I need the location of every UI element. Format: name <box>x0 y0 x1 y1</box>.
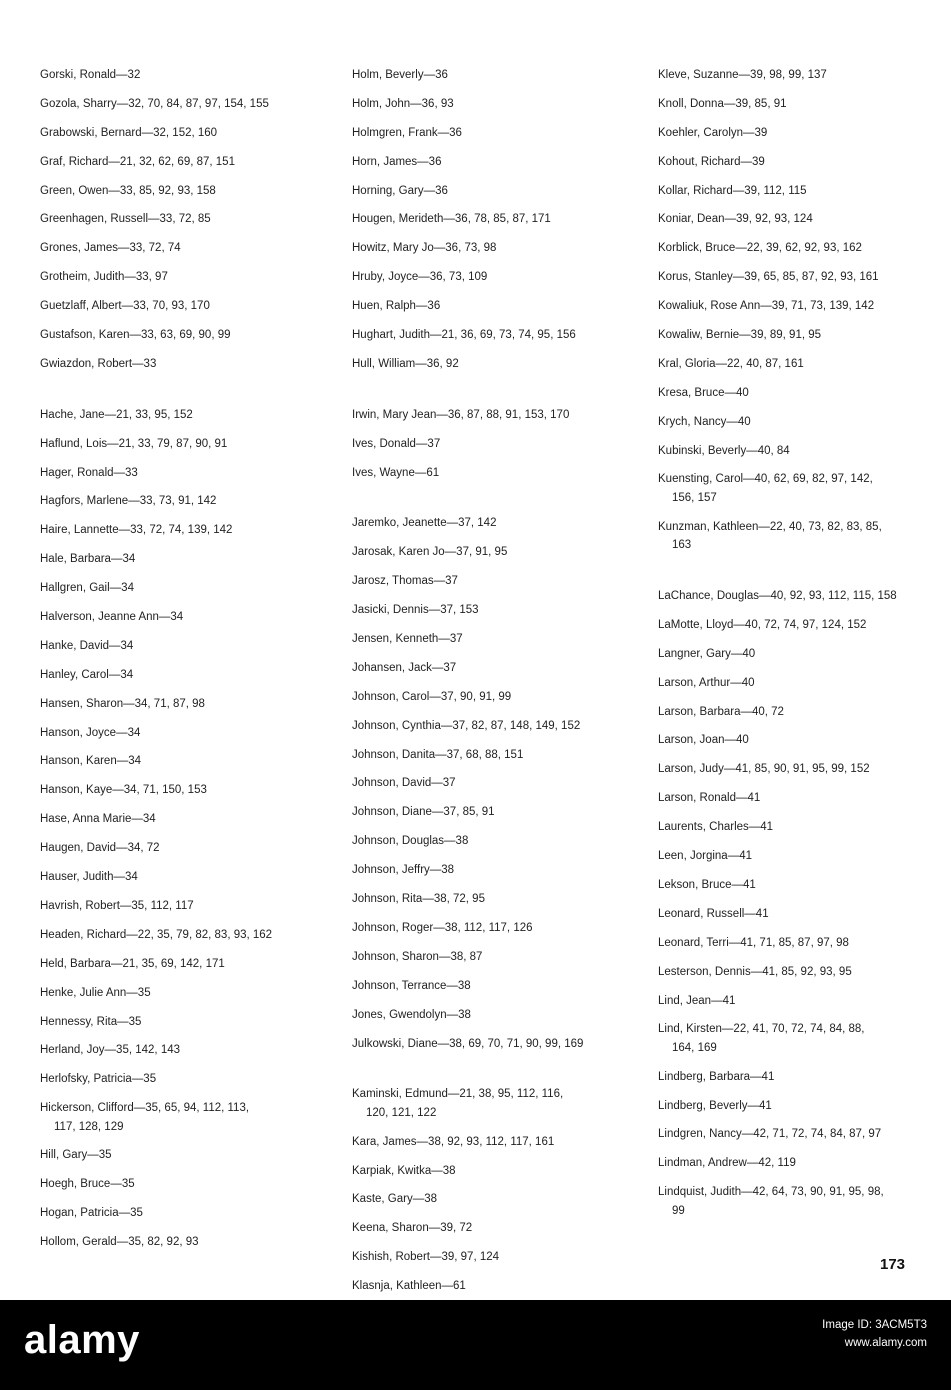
index-entry-text: Kresa, Bruce—40 <box>658 386 749 399</box>
index-entry-text: Lindquist, Judith—42, 64, 73, 90, 91, 95, 98, <box>658 1186 884 1199</box>
index-entry-text: Larson, Ronald—41 <box>658 792 761 805</box>
index-entry <box>40 182 320 200</box>
index-entry-text: Hanson, Joyce—34 <box>40 726 141 739</box>
index-entry-text: Hager, Ronald—33 <box>40 466 138 479</box>
index-entry <box>40 95 320 113</box>
index-entry-text: Hanley, Carol—34 <box>40 668 134 681</box>
index-entry-text: Lind, Kirsten—22, 41, 70, 72, 74, 84, 88, <box>658 1023 865 1036</box>
index-entry-text: Ives, Donald—37 <box>352 437 441 450</box>
index-entry-text: Grones, James—33, 72, 74 <box>40 242 181 255</box>
index-entry-text: Huen, Ralph—36 <box>352 300 441 313</box>
footer-meta <box>822 1316 927 1353</box>
index-entry-text: Guetzlaff, Albert—33, 70, 93, 170 <box>40 300 210 313</box>
index-entry <box>352 543 632 561</box>
index-entry-text: Johnson, Terrance—38 <box>352 979 471 992</box>
index-entry-text: Ives, Wayne—61 <box>352 466 440 479</box>
index-entry <box>658 1154 910 1172</box>
index-entry <box>658 789 910 807</box>
index-entry <box>352 1190 632 1208</box>
index-entry <box>40 724 320 742</box>
index-entry <box>658 616 910 634</box>
index-entry-text: Klasnja, Kathleen—61 <box>352 1280 466 1293</box>
index-entry <box>658 153 910 171</box>
index-entry-text: Hanson, Kaye—34, 71, 150, 153 <box>40 784 207 797</box>
index-entry-text: Kuensting, Carol—40, 62, 69, 82, 97, 142, <box>658 473 873 486</box>
alamy-logo[interactable]: alamy <box>24 1318 140 1362</box>
index-entry <box>352 210 632 228</box>
index-entry-text: Headen, Richard—22, 35, 79, 82, 83, 93, 162 <box>40 928 273 941</box>
index-entry <box>40 124 320 142</box>
index-entry <box>658 703 910 721</box>
index-entry <box>352 464 632 482</box>
index-entry <box>40 239 320 257</box>
index-entry <box>658 297 910 315</box>
index-entry <box>658 442 910 460</box>
index-entry <box>352 659 632 677</box>
index-entry-text: Hoegh, Bruce—35 <box>40 1178 135 1191</box>
index-entry-text: Jarosak, Karen Jo—37, 91, 95 <box>352 546 508 559</box>
index-entry <box>40 326 320 344</box>
index-entry <box>658 934 910 952</box>
index-entry-text: Gorski, Ronald—32 <box>40 69 141 81</box>
index-entry <box>658 731 910 749</box>
index-entry-text: Hanke, David—34 <box>40 639 134 652</box>
index-entry <box>352 832 632 850</box>
stock-footer-bar <box>0 1300 951 1390</box>
index-entry <box>40 1099 320 1136</box>
index-entry-text: Greenhagen, Russell—33, 72, 85 <box>40 213 211 226</box>
index-entry-text: Kohout, Richard—39 <box>658 155 765 168</box>
index-entry-continuation: 164, 169 <box>672 1041 717 1054</box>
index-entry-text: Grotheim, Judith—33, 97 <box>40 271 168 284</box>
index-entry-text: Larson, Barbara—40, 72 <box>658 705 784 718</box>
index-entry <box>658 760 910 778</box>
index-entry-text: Hagfors, Marlene—33, 73, 91, 142 <box>40 495 217 508</box>
index-entry-text: Lindberg, Barbara—41 <box>658 1070 775 1083</box>
index-entry <box>352 95 632 113</box>
index-entry <box>40 926 320 944</box>
index-entry-text: Hache, Jane—21, 33, 95, 152 <box>40 408 193 421</box>
index-entry <box>658 1020 910 1057</box>
index-entry <box>40 268 320 286</box>
index-entry-text: Haire, Lannette—33, 72, 74, 139, 142 <box>40 524 233 537</box>
letter-group-gap <box>658 565 910 587</box>
site-link[interactable]: www.alamy.com <box>844 1337 927 1350</box>
index-entry-text: Jones, Gwendolyn—38 <box>352 1008 471 1021</box>
letter-group-gap <box>40 384 320 406</box>
index-entry-text: Johnson, Sharon—38, 87 <box>352 950 483 963</box>
index-column-3 <box>658 66 910 1231</box>
index-entry-text: Kollar, Richard—39, 112, 115 <box>658 184 807 197</box>
index-entry-text: Leonard, Terri—41, 71, 85, 87, 97, 98 <box>658 936 849 949</box>
index-entry <box>40 406 320 424</box>
index-entry-text: Keena, Sharon—39, 72 <box>352 1222 473 1235</box>
index-entry <box>352 861 632 879</box>
index-entry-text: Jensen, Kenneth—37 <box>352 633 463 646</box>
index-entry-text: Johnson, Jeffry—38 <box>352 864 455 877</box>
index-entry-text: Horn, James—36 <box>352 155 442 168</box>
index-entry <box>40 1175 320 1193</box>
index-entry <box>352 601 632 619</box>
index-entry <box>658 847 910 865</box>
index-entry-text: Kishish, Robert—39, 97, 124 <box>352 1251 500 1264</box>
index-entry <box>40 666 320 684</box>
index-entry <box>352 890 632 908</box>
index-entry-text: Grabowski, Bernard—32, 152, 160 <box>40 126 218 139</box>
index-entry <box>352 514 632 532</box>
index-entry-text: Graf, Richard—21, 32, 62, 69, 87, 151 <box>40 155 235 168</box>
index-entry-text: LaChance, Douglas—40, 92, 93, 112, 115, 158 <box>658 590 897 603</box>
index-entry-text: Larson, Arthur—40 <box>658 676 755 689</box>
index-entry-text: Hull, William—36, 92 <box>352 357 459 370</box>
index-entry-text: Lindman, Andrew—42, 119 <box>658 1157 796 1170</box>
index-entry-text: Hallgren, Gail—34 <box>40 582 134 595</box>
index-entry-continuation: 163 <box>672 539 692 552</box>
index-entry <box>658 210 910 228</box>
index-entry-text: Koniar, Dean—39, 92, 93, 124 <box>658 213 813 226</box>
index-entry <box>40 66 320 84</box>
index-entry <box>40 637 320 655</box>
index-entry <box>352 1006 632 1024</box>
index-entry <box>40 1146 320 1164</box>
index-entry <box>658 905 910 923</box>
index-entry <box>40 695 320 713</box>
index-entry-text: Hennessy, Rita—35 <box>40 1015 142 1028</box>
index-entry <box>352 717 632 735</box>
index-entry <box>658 674 910 692</box>
index-entry-text: Hanson, Karen—34 <box>40 755 142 768</box>
image-id-label: Image ID: 3ACM5T3 <box>822 1319 927 1331</box>
index-entry-text: Johnson, Roger—38, 112, 117, 126 <box>352 921 533 934</box>
index-entry-text: Korus, Stanley—39, 65, 85, 87, 92, 93, 161 <box>658 271 879 284</box>
index-entry <box>658 1125 910 1143</box>
index-entry <box>658 645 910 663</box>
index-entry-text: Johansen, Jack—37 <box>352 661 457 674</box>
index-entry-text: Larson, Judy—41, 85, 90, 91, 95, 99, 152 <box>658 763 870 776</box>
index-entry <box>658 876 910 894</box>
index-entry-text: Koehler, Carolyn—39 <box>658 126 768 139</box>
index-entry-text: Hickerson, Clifford—35, 65, 94, 112, 113, <box>40 1102 250 1115</box>
index-entry-text: Henke, Julie Ann—35 <box>40 986 151 999</box>
index-entry-text: Held, Barbara—21, 35, 69, 142, 171 <box>40 957 225 970</box>
index-entry-text: Johnson, Cynthia—37, 82, 87, 148, 149, 152 <box>352 719 581 732</box>
index-entry-text: Johnson, Rita—38, 72, 95 <box>352 893 485 906</box>
index-entry <box>352 803 632 821</box>
index-entry-text: Holm, John—36, 93 <box>352 97 454 110</box>
index-entry <box>40 1233 320 1251</box>
index-entry <box>658 1068 910 1086</box>
page-number: 173 <box>880 1256 906 1273</box>
index-entry <box>352 1085 632 1122</box>
index-entry-text: Hughart, Judith—21, 36, 69, 73, 74, 95, 156 <box>352 329 576 342</box>
index-entry-text: Larson, Joan—40 <box>658 734 749 747</box>
index-entry <box>352 572 632 590</box>
index-entry <box>352 182 632 200</box>
index-entry <box>352 355 632 373</box>
index-entry-text: Holm, Beverly—36 <box>352 69 448 81</box>
index-entry <box>40 839 320 857</box>
index-entry-text: Hougen, Merideth—36, 78, 85, 87, 171 <box>352 213 551 226</box>
index-entry-text: Kara, James—38, 92, 93, 112, 117, 161 <box>352 1135 555 1148</box>
index-entry <box>40 781 320 799</box>
index-entry-text: Holmgren, Frank—36 <box>352 126 462 139</box>
index-entry-text: Jasicki, Dennis—37, 153 <box>352 604 479 617</box>
index-entry <box>40 492 320 510</box>
index-entry-text: Hill, Gary—35 <box>40 1149 112 1162</box>
index-entry-text: Jaremko, Jeanette—37, 142 <box>352 517 497 530</box>
index-entry <box>658 518 910 555</box>
index-entry <box>352 326 632 344</box>
index-entry-continuation: 99 <box>672 1204 685 1217</box>
index-entry <box>352 1219 632 1237</box>
index-entry <box>40 1041 320 1059</box>
letter-group-gap <box>352 1063 632 1085</box>
index-entry-text: Kral, Gloria—22, 40, 87, 161 <box>658 357 804 370</box>
index-entry-text: Kowaliuk, Rose Ann—39, 71, 73, 139, 142 <box>658 300 875 313</box>
index-entry <box>352 1162 632 1180</box>
index-entry-continuation: 117, 128, 129 <box>54 1120 124 1133</box>
index-entry <box>40 897 320 915</box>
index-entry-text: Hansen, Sharon—34, 71, 87, 98 <box>40 697 205 710</box>
index-entry <box>658 66 910 84</box>
index-entry-text: Lind, Jean—41 <box>658 994 736 1007</box>
index-entry <box>658 963 910 981</box>
index-entry-text: Kubinski, Beverly—40, 84 <box>658 444 790 457</box>
index-entry-text: Kleve, Suzanne—39, 98, 99, 137 <box>658 69 827 81</box>
index-entry-text: Lindberg, Beverly—41 <box>658 1099 772 1112</box>
index-entry-text: Korblick, Bruce—22, 39, 62, 92, 93, 162 <box>658 242 862 255</box>
index-entry <box>40 1204 320 1222</box>
index-entry-text: Leen, Jorgina—41 <box>658 850 752 863</box>
index-entry <box>352 297 632 315</box>
index-entry <box>40 752 320 770</box>
index-entry <box>658 95 910 113</box>
index-entry-text: Haugen, David—34, 72 <box>40 842 160 855</box>
index-entry-text: Krych, Nancy—40 <box>658 415 751 428</box>
index-entry-continuation: 156, 157 <box>672 491 717 504</box>
index-entry <box>658 326 910 344</box>
index-entry-text: Hruby, Joyce—36, 73, 109 <box>352 271 488 284</box>
index-entry <box>352 239 632 257</box>
index-entry <box>352 66 632 84</box>
letter-group-gap <box>352 492 632 514</box>
index-entry-text: Halverson, Jeanne Ann—34 <box>40 611 184 624</box>
index-entry-text: Herland, Joy—35, 142, 143 <box>40 1044 181 1057</box>
index-entry-text: Hase, Anna Marie—34 <box>40 813 156 826</box>
index-entry <box>40 435 320 453</box>
index-entry-text: Johnson, Carol—37, 90, 91, 99 <box>352 690 512 703</box>
index-entry <box>658 239 910 257</box>
index-entry <box>352 1133 632 1151</box>
index-entry-text: Kaste, Gary—38 <box>352 1193 438 1206</box>
index-entry <box>352 153 632 171</box>
index-entry-text: Johnson, David—37 <box>352 777 456 790</box>
index-entry-text: Gozola, Sharry—32, 70, 84, 87, 97, 154, 155 <box>40 97 269 110</box>
index-entry <box>352 1277 632 1295</box>
index-entry <box>40 153 320 171</box>
index-entry <box>352 630 632 648</box>
index-entry-text: Hauser, Judith—34 <box>40 871 138 884</box>
index-entry-text: Karpiak, Kwitka—38 <box>352 1164 456 1177</box>
index-entry-text: Laurents, Charles—41 <box>658 821 774 834</box>
index-entry <box>658 268 910 286</box>
index-entry <box>658 587 910 605</box>
index-entry-text: Johnson, Diane—37, 85, 91 <box>352 806 495 819</box>
index-entry <box>352 948 632 966</box>
index-entry <box>40 868 320 886</box>
index-entry <box>658 182 910 200</box>
index-entry-text: Green, Owen—33, 85, 92, 93, 158 <box>40 184 216 197</box>
index-entry-text: Johnson, Douglas—38 <box>352 835 469 848</box>
index-entry <box>40 355 320 373</box>
index-entry-text: Hogan, Patricia—35 <box>40 1207 143 1220</box>
index-entry <box>40 984 320 1002</box>
index-entry <box>658 1097 910 1115</box>
index-entry-text: Kaminski, Edmund—21, 38, 95, 112, 116, <box>352 1088 564 1101</box>
index-entry <box>40 521 320 539</box>
index-entry <box>658 124 910 142</box>
index-entry-text: Hale, Barbara—34 <box>40 553 136 566</box>
index-entry <box>352 1035 632 1053</box>
index-entry <box>352 977 632 995</box>
index-entry-text: Lekson, Bruce—41 <box>658 878 756 891</box>
index-entry <box>658 470 910 507</box>
index-entry <box>352 1248 632 1266</box>
index-entry <box>658 818 910 836</box>
index-entry-text: Jarosz, Thomas—37 <box>352 575 458 588</box>
index-entry <box>352 124 632 142</box>
index-entry-text: Knoll, Donna—39, 85, 91 <box>658 97 787 110</box>
index-entry <box>40 297 320 315</box>
index-column-1 <box>40 66 320 1262</box>
index-entry <box>40 1013 320 1031</box>
index-entry-text: Leonard, Russell—41 <box>658 907 769 920</box>
index-entry-text: Lindgren, Nancy—42, 71, 72, 74, 84, 87, 97 <box>658 1128 882 1141</box>
index-entry <box>40 1070 320 1088</box>
index-entry <box>658 413 910 431</box>
index-entry <box>352 688 632 706</box>
index-entry-text: Kunzman, Kathleen—22, 40, 73, 82, 83, 85, <box>658 520 882 533</box>
index-entry <box>40 608 320 626</box>
index-column-2 <box>352 66 632 1306</box>
index-entry <box>352 919 632 937</box>
index-entry-text: Herlofsky, Patricia—35 <box>40 1073 157 1086</box>
index-entry-text: Julkowski, Diane—38, 69, 70, 71, 90, 99, 169 <box>352 1037 584 1050</box>
letter-group-gap <box>352 384 632 406</box>
index-entry <box>658 992 910 1010</box>
index-entry <box>40 550 320 568</box>
index-entry-text: Gustafson, Karen—33, 63, 69, 90, 99 <box>40 329 231 342</box>
index-entry-text: Howitz, Mary Jo—36, 73, 98 <box>352 242 497 255</box>
index-entry <box>352 406 632 424</box>
index-entry <box>40 955 320 973</box>
index-entry <box>40 464 320 482</box>
index-entry-text: Irwin, Mary Jean—36, 87, 88, 91, 153, 170 <box>352 408 570 421</box>
index-entry <box>352 746 632 764</box>
index-entry-text: Havrish, Robert—35, 112, 117 <box>40 899 194 912</box>
index-entry <box>352 774 632 792</box>
index-entry-text: Horning, Gary—36 <box>352 184 448 197</box>
index-entry <box>40 579 320 597</box>
index-entry-text: Haflund, Lois—21, 33, 79, 87, 90, 91 <box>40 437 228 450</box>
index-entry <box>352 268 632 286</box>
index-entry <box>40 810 320 828</box>
index-entry-text: Johnson, Danita—37, 68, 88, 151 <box>352 748 524 761</box>
index-entry-text: Kowaliw, Bernie—39, 89, 91, 95 <box>658 329 822 342</box>
index-entry <box>352 435 632 453</box>
index-entry-text: Hollom, Gerald—35, 82, 92, 93 <box>40 1236 199 1249</box>
index-entry-text: LaMotte, Lloyd—40, 72, 74, 97, 124, 152 <box>658 618 867 631</box>
index-entry-continuation: 120, 121, 122 <box>366 1106 437 1119</box>
index-entry <box>40 210 320 228</box>
index-entry <box>658 1183 910 1220</box>
index-entry <box>658 355 910 373</box>
index-entry-text: Gwiazdon, Robert—33 <box>40 357 157 370</box>
index-entry-text: Lesterson, Dennis—41, 85, 92, 93, 95 <box>658 965 852 978</box>
index-entry-text: Langner, Gary—40 <box>658 647 756 660</box>
index-entry <box>658 384 910 402</box>
